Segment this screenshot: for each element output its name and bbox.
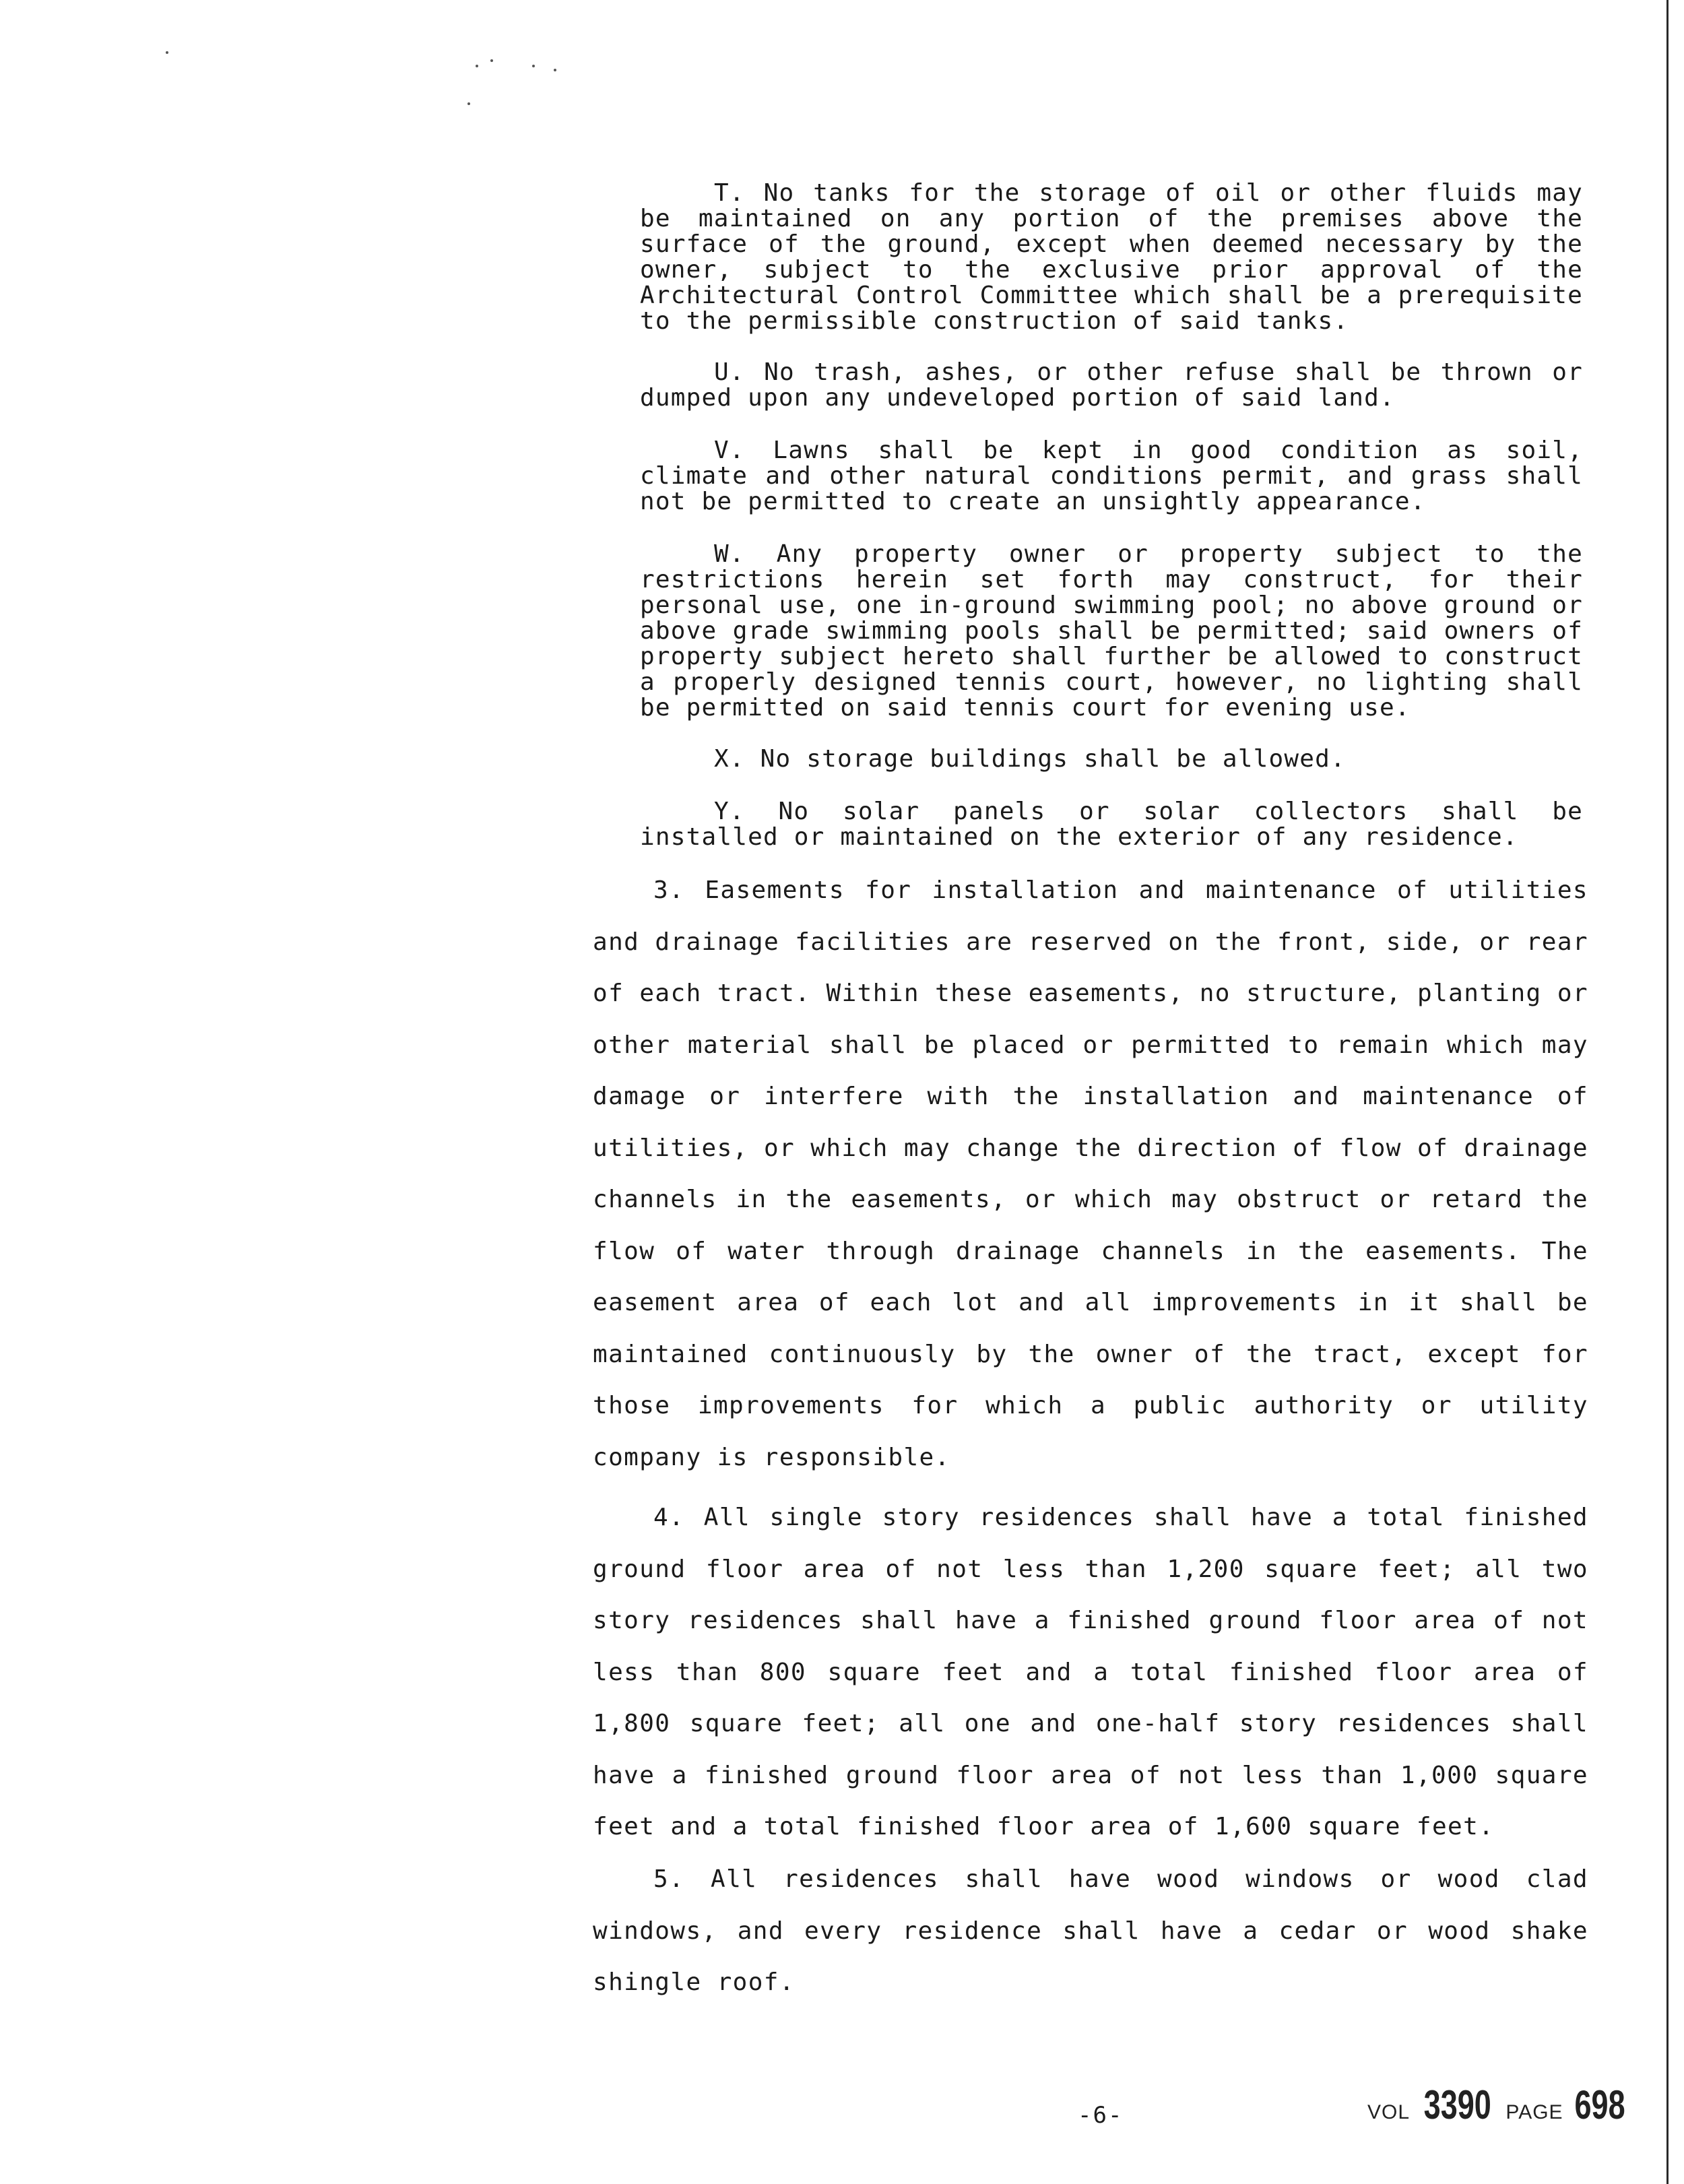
item-u-text: U. No trash, ashes, or other refuse shall be thrown or dumped upon any undeveloped portion of said land. <box>640 358 1583 412</box>
paragraph-3-text: 3. Easements for installation and maintenance of utilities and drainage facilities are reserved on the front, side, or rear of each tract. Within these easements, no structure, planting or other material shall be placed or permitted to remain which may damage or interfere with the installation and maintenance of utilities, or which may change the direction of flow of drainage channels in the easements, or which may obstruct or retard the flow of water through drainage channels in the easements. The easement area of each lot and all improvements in it shall be maintained continuously by the owner of the tract, except for those improvements for which a public authority or utility company is responsible. <box>593 876 1588 1471</box>
restriction-item-t <box>640 181 1583 334</box>
paragraph-4-floor-area <box>593 1492 1588 1853</box>
book-page-stamp <box>1367 2082 1633 2128</box>
restriction-item-v <box>640 438 1583 515</box>
paragraph-4-text: 4. All single story residences shall have a total finished ground floor area of not less than 1,200 square feet; all two story residences shall have a finished ground floor area of not less than 800 square feet and a total finished floor area of 1,800 square feet; all one and one-half story residences shall have a finished ground floor area of not less than 1,000 square feet and a total finished floor area of 1,600 square feet. <box>593 1504 1588 1840</box>
restriction-item-w <box>640 542 1583 721</box>
scan-edge-line <box>1666 0 1669 2184</box>
paragraph-3-easements <box>593 865 1588 1483</box>
paragraph-5-windows-roof <box>593 1854 1588 2009</box>
book-prefix: VOL <box>1367 2101 1411 2123</box>
item-v-text: V. Lawns shall be kept in good condition as soil, climate and other natural conditions permit, and grass shall not be permitted to create an unsightly appearance. <box>640 437 1583 515</box>
scan-speck <box>490 59 493 62</box>
item-x-text: X. No storage buildings shall be allowed. <box>714 745 1346 773</box>
book-volume: 3390 <box>1424 2082 1492 2127</box>
scan-speck <box>476 65 478 67</box>
item-y-text: Y. No solar panels or solar collectors shall be installed or maintained on the exterior of any residence. <box>640 798 1583 851</box>
scan-speck <box>166 51 168 54</box>
paragraph-5-text: 5. All residences shall have wood windows or wood clad windows, and every residence shall have a cedar or wood shake shingle roof. <box>593 1865 1588 1996</box>
page-number: -6- <box>1078 2102 1124 2129</box>
restriction-item-u <box>640 360 1583 411</box>
restriction-item-x <box>640 746 1583 772</box>
restriction-item-y <box>640 799 1583 850</box>
scan-speck <box>467 102 470 105</box>
item-w-text: W. Any property owner or property subject to the restrictions herein set forth may construct, for their personal use, one in-ground swimming pool; no above ground or above grade swimming pools shall be permitted; said owners of property subject hereto shall further be allowed to construct a properly designed tennis court, however, no lighting shall be permitted on said tennis court for evening use. <box>640 540 1583 721</box>
page-prefix: PAGE <box>1505 2101 1563 2123</box>
item-t-text: T. No tanks for the storage of oil or other fluids may be maintained on any portion of the premises above the surface of the ground, except when deemed necessary by the owner, subject to the exclusive prior approval of the Architectural Control Committee which shall be a prerequisite to the permissible construction of said tanks. <box>640 179 1583 335</box>
scan-speck <box>554 69 556 71</box>
book-page: 698 <box>1574 2082 1625 2127</box>
scan-speck <box>532 65 535 67</box>
